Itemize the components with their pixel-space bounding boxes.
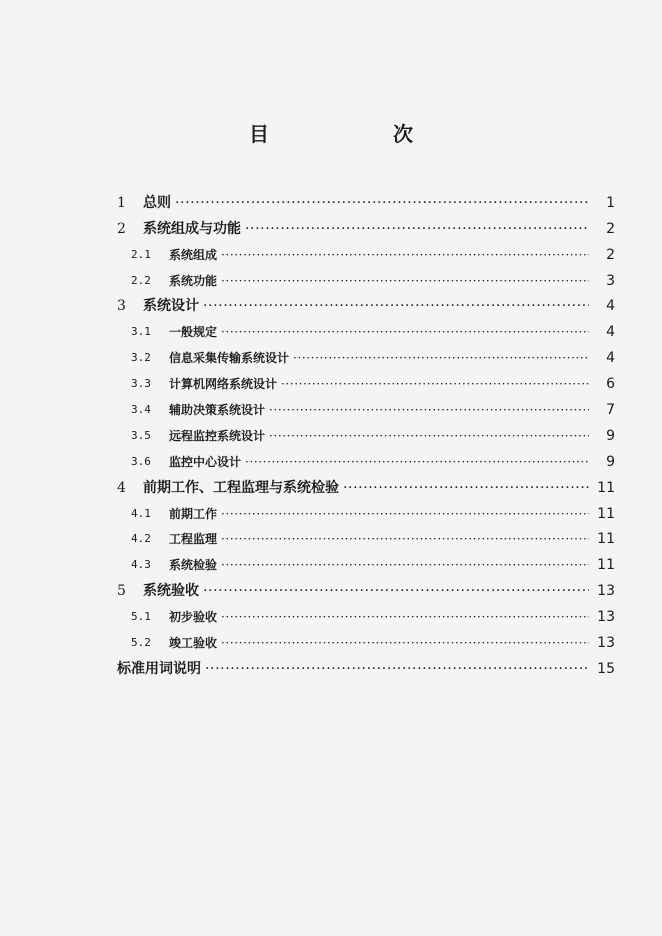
toc-entry-label: 一般规定 xyxy=(169,325,218,340)
toc-entry-label: 系统设计 xyxy=(143,298,199,315)
toc-entry-label: 系统验收 xyxy=(143,583,199,600)
toc-entry-page: 3 xyxy=(606,272,615,289)
toc-entry-label: 前期工作、工程监理与系统检验 xyxy=(143,479,339,496)
toc-entry xyxy=(117,548,615,574)
toc-leader-dots xyxy=(269,401,589,419)
toc-entry-label: 监控中心设计 xyxy=(169,454,242,469)
toc-entry-number: 2 xyxy=(117,220,126,237)
toc-leader-dots xyxy=(221,634,589,652)
toc-entry-label: 初步验收 xyxy=(169,610,218,625)
toc-entry-page: 15 xyxy=(597,660,615,677)
toc-leader-dots xyxy=(281,375,589,393)
toc-leader-dots xyxy=(245,453,589,471)
toc-entry-label: 标准用词说明 xyxy=(117,660,201,677)
toc-entry-number: 3 xyxy=(117,298,126,315)
toc-entry xyxy=(117,445,615,471)
toc-entry-label: 信息采集传输系统设计 xyxy=(169,351,290,366)
toc-entry-number: 5.2 xyxy=(131,636,151,650)
toc-leader-dots xyxy=(175,194,589,212)
toc-entry-number: 2.2 xyxy=(131,273,151,287)
toc-entry-number: 1 xyxy=(117,194,126,211)
toc-leader-dots xyxy=(221,556,589,574)
toc-leader-dots xyxy=(205,660,589,678)
toc-entry xyxy=(117,393,615,419)
toc-entry xyxy=(117,523,615,549)
toc-leader-dots xyxy=(221,246,589,264)
toc-entry xyxy=(117,626,615,652)
toc-entry-number: 5.1 xyxy=(131,610,151,624)
toc-entry xyxy=(117,264,615,290)
toc-entry-page: 6 xyxy=(606,376,615,393)
toc-entry-page: 11 xyxy=(597,479,615,496)
toc-entry-page: 9 xyxy=(606,453,615,470)
toc-entry-label: 远程监控系统设计 xyxy=(169,428,266,443)
toc-entry-page: 11 xyxy=(597,557,615,574)
toc-entry-page: 2 xyxy=(606,246,615,263)
toc-entry-label: 辅助决策系统设计 xyxy=(169,403,266,418)
toc-entry-number: 3.4 xyxy=(131,403,151,417)
toc-entry-label: 前期工作 xyxy=(169,506,218,521)
toc-entry-label: 系统检验 xyxy=(169,558,218,573)
toc-entry-label: 系统组成 xyxy=(169,247,218,262)
toc-leader-dots xyxy=(203,297,589,315)
toc-entry xyxy=(117,212,615,238)
toc-entry-page: 4 xyxy=(606,350,615,367)
toc-entry-page: 13 xyxy=(597,635,615,652)
toc-entry-number: 3.5 xyxy=(131,428,151,442)
toc-leader-dots xyxy=(221,608,589,626)
toc-entry-label: 工程监理 xyxy=(169,532,218,547)
toc-entry-page: 2 xyxy=(606,220,615,237)
toc-entry-label: 系统组成与功能 xyxy=(143,220,241,237)
toc-entry-label: 计算机网络系统设计 xyxy=(169,377,278,392)
toc-leader-dots xyxy=(293,349,589,367)
toc-entry-number: 5 xyxy=(117,583,126,600)
toc-entry xyxy=(117,341,615,367)
toc-leader-dots xyxy=(221,530,589,548)
toc-leader-dots xyxy=(221,505,589,523)
toc-entry xyxy=(117,471,615,497)
toc-entry-page: 7 xyxy=(606,402,615,419)
toc-entry-number: 4.2 xyxy=(131,532,151,546)
toc-entry-number: 4 xyxy=(117,479,126,496)
toc-entry-page: 9 xyxy=(606,427,615,444)
toc-entry-number: 3.6 xyxy=(131,454,151,468)
toc-entry xyxy=(117,290,615,316)
page-title: 目 次 xyxy=(249,122,465,146)
toc-leader-dots xyxy=(269,427,589,445)
toc-entry-page: 13 xyxy=(597,609,615,626)
toc-entry-label: 总则 xyxy=(143,194,171,211)
toc-entry xyxy=(117,367,615,393)
toc-entry xyxy=(117,419,615,445)
toc-entry-number: 4.3 xyxy=(131,558,151,572)
toc-entry-page: 11 xyxy=(597,531,615,548)
toc-entry-number: 3.3 xyxy=(131,377,151,391)
toc-entry-label: 系统功能 xyxy=(169,273,218,288)
toc-leader-dots xyxy=(245,220,589,238)
toc-entry-page: 4 xyxy=(606,298,615,315)
toc-entry-page: 4 xyxy=(606,324,615,341)
toc-leader-dots xyxy=(203,582,589,600)
toc-entry-page: 13 xyxy=(597,583,615,600)
toc-entry-page: 11 xyxy=(597,505,615,522)
toc-entry xyxy=(117,238,615,264)
toc-entry-number: 2.1 xyxy=(131,247,151,261)
toc-entry-number: 4.1 xyxy=(131,506,151,520)
toc-entry xyxy=(117,186,615,212)
toc-entry-page: 1 xyxy=(606,194,615,211)
toc-leader-dots xyxy=(221,272,589,290)
toc-leader-dots xyxy=(221,323,589,341)
toc-entry-number: 3.1 xyxy=(131,325,151,339)
toc-entry xyxy=(117,652,615,678)
toc-entry xyxy=(117,497,615,523)
table-of-contents xyxy=(117,186,615,678)
toc-entry xyxy=(117,600,615,626)
toc-entry xyxy=(117,315,615,341)
toc-entry-label: 竣工验收 xyxy=(169,636,218,651)
toc-entry-number: 3.2 xyxy=(131,351,151,365)
toc-leader-dots xyxy=(343,479,589,497)
toc-entry xyxy=(117,574,615,600)
